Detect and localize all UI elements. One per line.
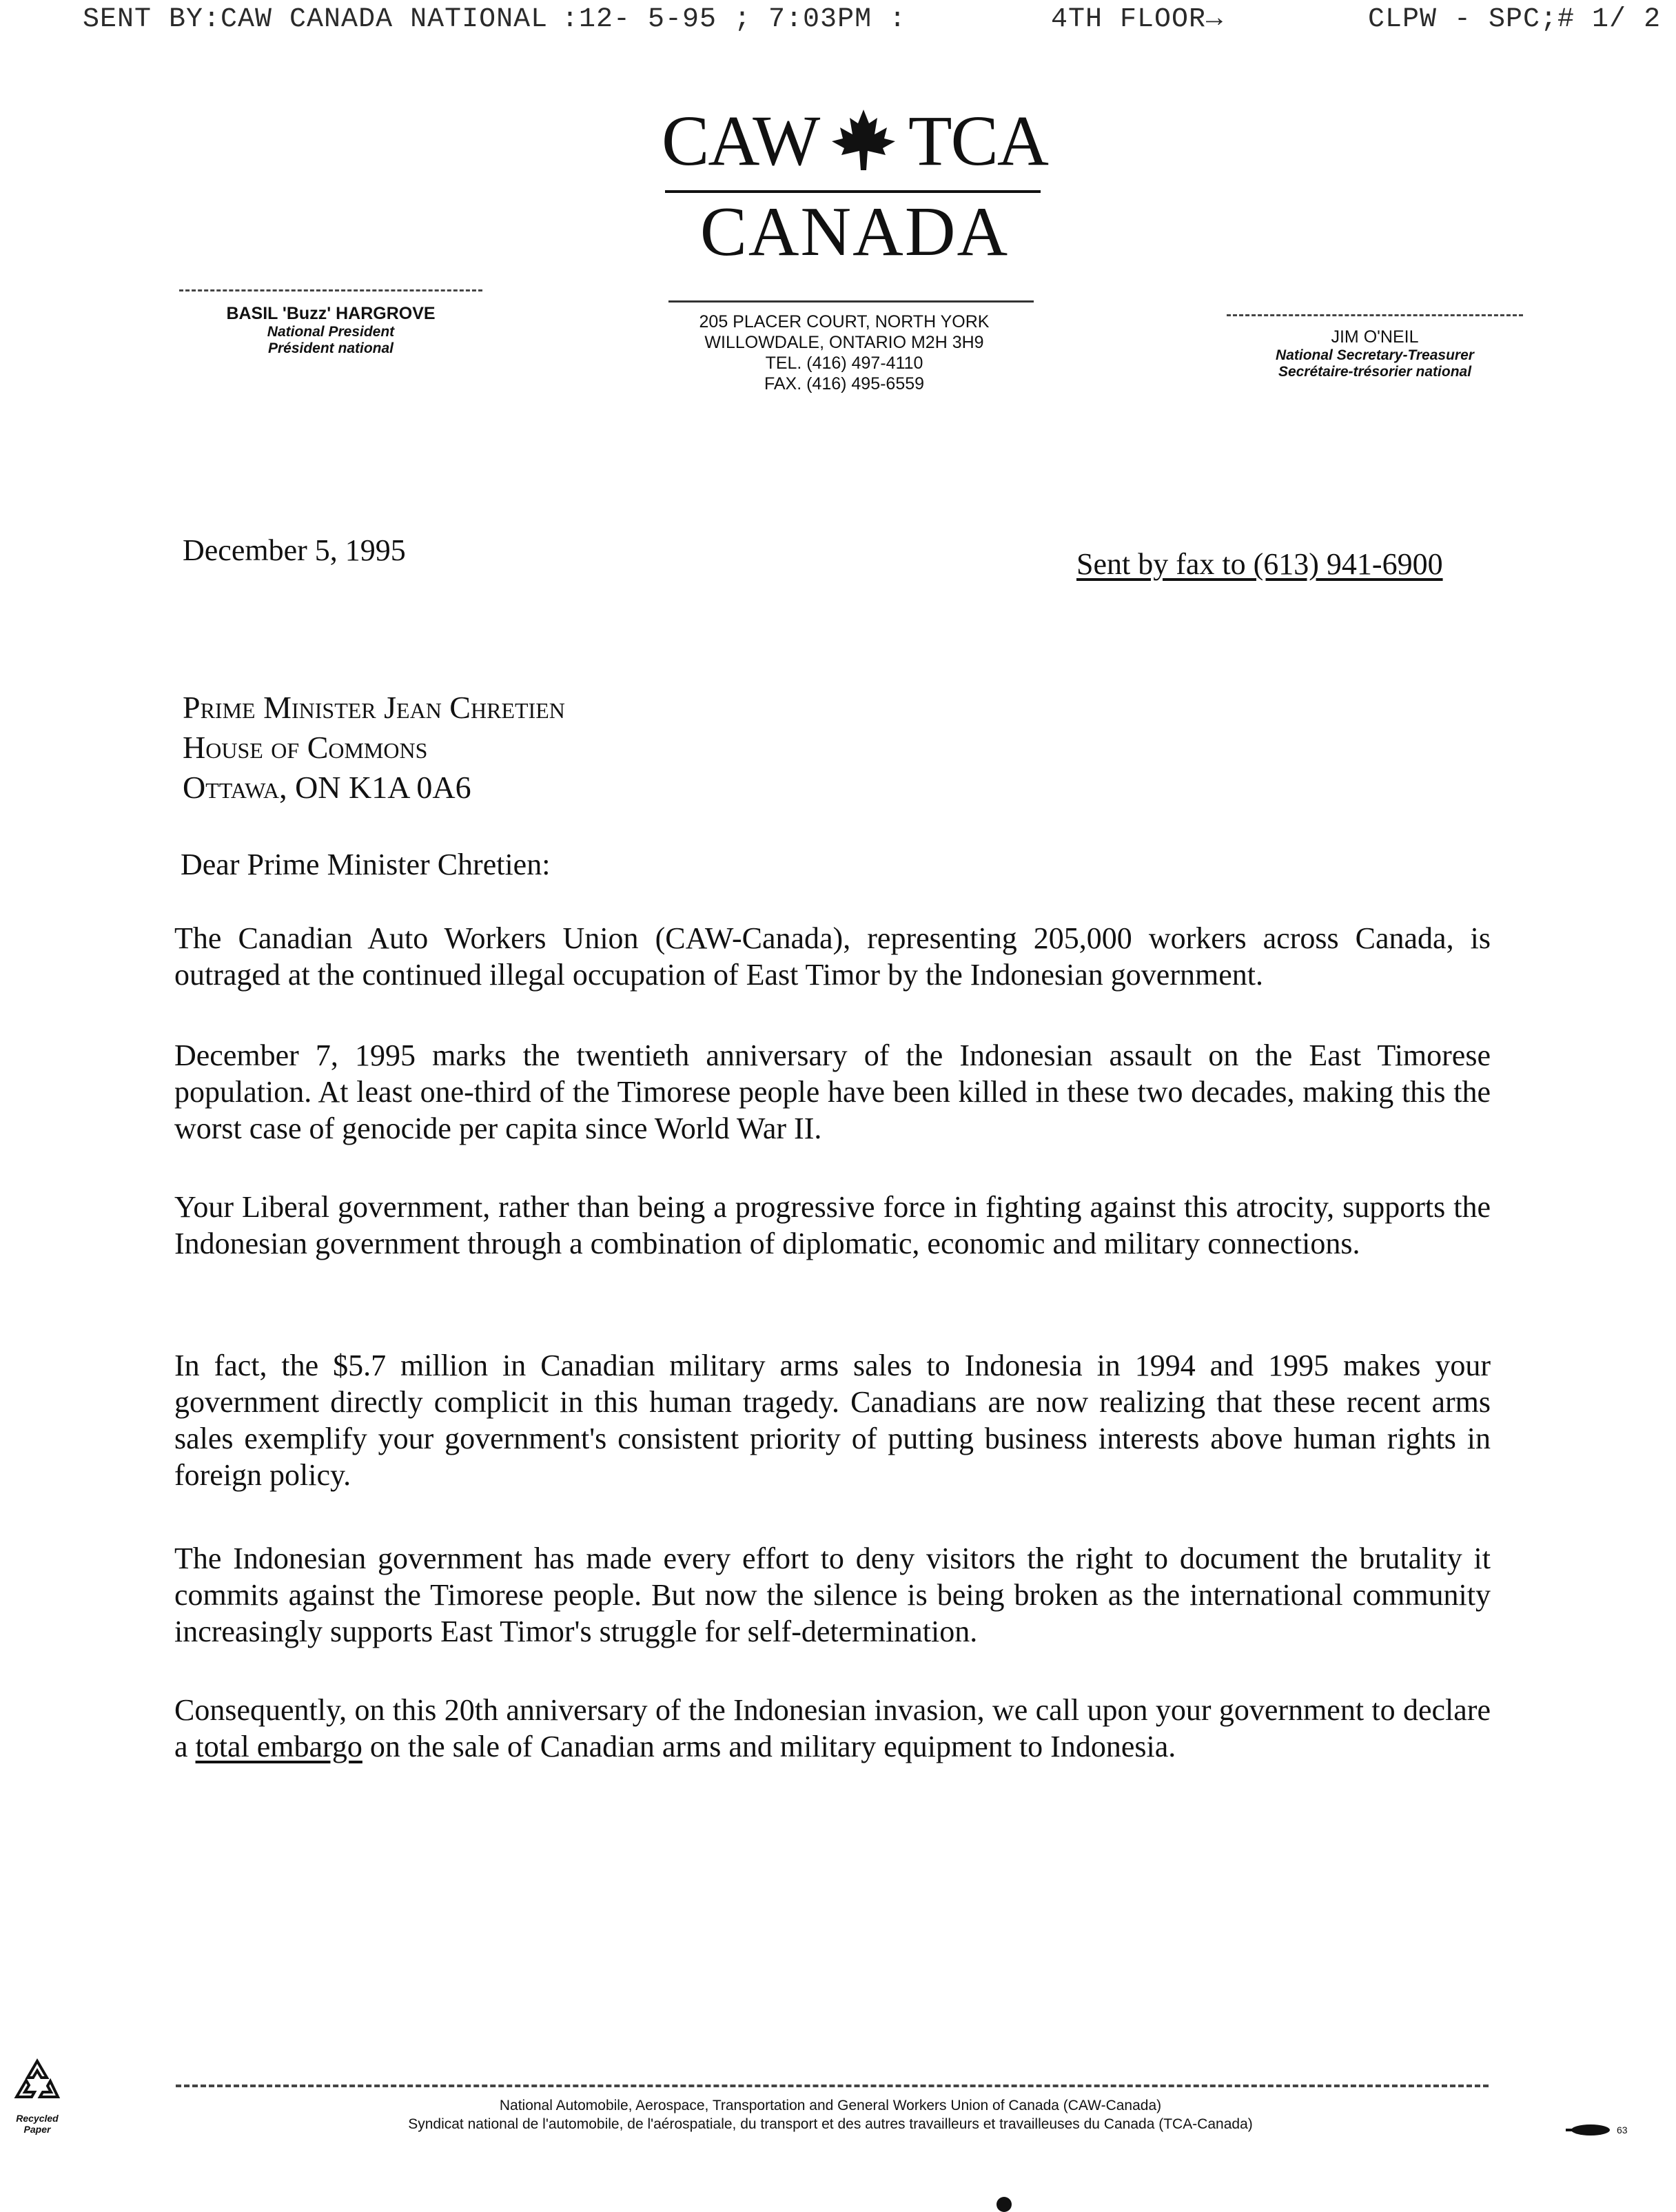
body-paragraph: December 7, 1995 marks the twentieth anniversary of the Indonesian assault on the East Timorese population. At least one-third of the Timorese people have been killed in these two decades, making this the worst case of genocide per capita since World War II. <box>174 1038 1491 1145</box>
union-bug-icon <box>1564 2121 1614 2139</box>
address-line: WILLOWDALE, ONTARIO M2H 3H9 <box>704 333 984 352</box>
body-paragraph: The Canadian Auto Workers Union (CAW-Canada), representing 205,000 workers across Canada, is outraged at the continued illegal occupation of East Timor by the Indonesian government. <box>174 921 1491 992</box>
recipient-line: Prime Minister Jean Chretien <box>183 690 565 725</box>
fax-sender: SENT BY:CAW CANADA NATIONAL <box>83 4 549 35</box>
final-paragraph-text: on the sale of Canadian arms and military equipment to Indonesia. <box>362 1730 1176 1763</box>
logo-canada: CANADA <box>699 193 1010 271</box>
body-paragraph: Your Liberal government, rather than being a progressive force in fighting against this atrocity, supports the Indonesian government through a combination of diplomatic, economic and military connections. <box>174 1190 1491 1260</box>
fax-floor: 4TH FLOOR→ <box>1051 4 1224 35</box>
footer-line-fr: Syndicat national de l'automobile, de l'aérospatiale, du transport et des autres travailleurs et travailleuses du Canada (TCA-Canada) <box>408 2116 1253 2132</box>
total-embargo-text: total embargo <box>195 1730 362 1763</box>
union-bug-number: 63 <box>1617 2124 1628 2136</box>
treasurer-title-fr: Secrétaire-trésorier national <box>1278 364 1472 380</box>
fax-number: FAX. (416) 495-6559 <box>764 374 925 393</box>
treasurer-name: JIM O'NEIL <box>1331 327 1419 347</box>
fax-note: Sent by fax to (613) 941-6900 <box>1076 547 1443 581</box>
recycled-paper-logo <box>10 2057 65 2135</box>
body-paragraph: In fact, the $5.7 million in Canadian military arms sales to Indonesia in 1994 and 1995 makes your government directly complicit in this human tragedy. Canadians are now realizing that these recent arms sales exemplify your government's consistent priority of putting business interests above human rights in foreign policy. <box>174 1349 1491 1492</box>
treasurer-block <box>1227 327 1523 380</box>
scan-dot <box>997 2197 1012 2212</box>
address-line: 205 PLACER COURT, NORTH YORK <box>699 312 990 331</box>
maple-leaf-icon <box>822 103 905 179</box>
footer-rule <box>176 2085 1489 2087</box>
body-paragraph: The Indonesian government has made every effort to deny visitors the right to document the brutality it commits against the Timorese people. But now the silence is being broken as the international community increasingly supports East Timor's struggle for self-determination. <box>174 1542 1491 1648</box>
president-block <box>179 303 482 357</box>
fax-page-count: CLPW - SPC;# 1/ 2 <box>1368 4 1662 35</box>
recipient-line: House of Commons <box>183 730 428 765</box>
phone-number: TEL. (416) 497-4110 <box>765 354 923 373</box>
recipient-address <box>183 688 565 808</box>
president-title-en: National President <box>267 324 395 340</box>
recycled-label: Paper <box>23 2124 51 2135</box>
footer-union-name <box>159 2096 1502 2133</box>
recipient-line: Ottawa, ON K1A 0A6 <box>183 770 471 805</box>
address-rule <box>668 300 1034 303</box>
footer-line-en: National Automobile, Aerospace, Transportation and General Workers Union of Canada (CAW-Canada) <box>499 2098 1162 2113</box>
president-title-fr: Président national <box>267 340 394 356</box>
logo-caw: CAW <box>662 101 819 181</box>
recycle-icon <box>10 2057 65 2113</box>
address-block <box>668 311 1020 394</box>
treasurer-rule <box>1227 314 1523 316</box>
fax-datetime: :12- 5-95 ; 7:03PM : <box>562 4 907 35</box>
letter-date: December 5, 1995 <box>183 533 406 567</box>
president-name: BASIL 'Buzz' HARGROVE <box>226 304 436 323</box>
logo-tca: TCA <box>908 101 1048 181</box>
final-paragraph-text: Consequently, on this 20th anniversary of the Indonesian invasion, we call upon your government to declare a <box>174 1693 1491 1763</box>
treasurer-title-en: National Secretary-Treasurer <box>1276 347 1474 363</box>
recycled-label: Recycled <box>16 2113 59 2124</box>
union-label-mark <box>1564 2120 1628 2140</box>
final-paragraph <box>174 1692 1491 1765</box>
president-rule <box>179 289 482 291</box>
union-logo <box>662 103 1048 179</box>
salutation: Dear Prime Minister Chretien: <box>181 848 551 881</box>
